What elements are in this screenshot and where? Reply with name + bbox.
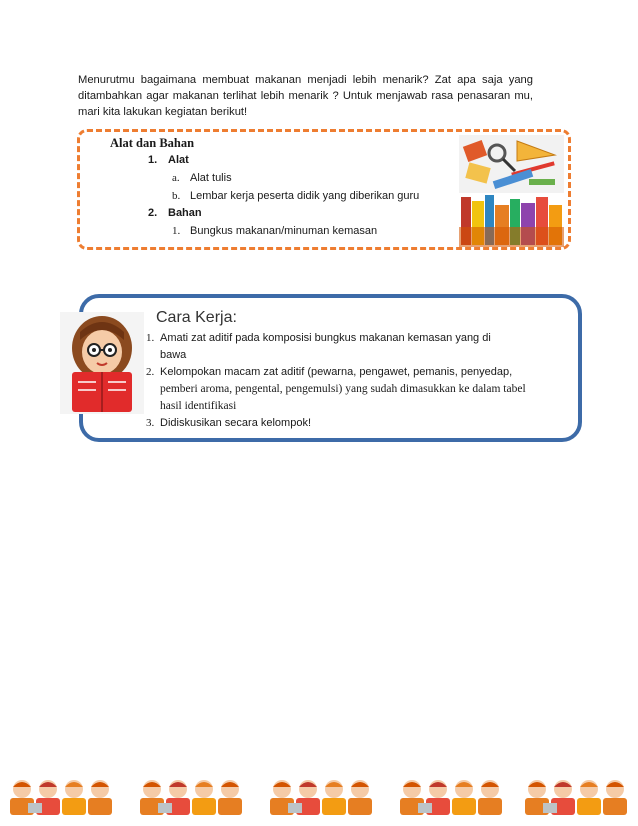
alat-number: 1. [148, 154, 158, 166]
step-text-line: bawa [160, 349, 187, 361]
stationery-supplies-icon [459, 135, 564, 247]
list-item [172, 189, 419, 203]
item-text: Bungkus makanan/minuman kemasan [190, 225, 378, 237]
list-item [172, 171, 232, 185]
item-text: Lembar kerja peserta didik yang diberikan guru [190, 190, 420, 202]
step-item [146, 330, 571, 364]
step-text-line: Amati zat aditif pada komposisi bungkus makanan kemasan yang di [160, 332, 491, 344]
bahan-number: 2. [148, 207, 158, 219]
step-number: 1. [146, 332, 155, 344]
cara-kerja-steps [146, 330, 571, 432]
step-item [146, 364, 571, 415]
item-text: Alat tulis [190, 172, 232, 184]
step-text-line: Kelompokan macam zat aditif (pewarna, pengawet, pemanis, penyedap, [160, 366, 513, 378]
girl-reading-book-icon [60, 312, 144, 414]
bahan-heading [148, 206, 202, 220]
step-text-line: pemberi aroma, pengental, pengemulsi) yang sudah dimasukkan ke dalam tabel [160, 383, 526, 395]
list-item [172, 224, 377, 238]
step-item [146, 415, 571, 432]
cara-kerja-title: Cara Kerja: [156, 309, 237, 326]
step-text-line: hasil identifikasi [160, 400, 237, 412]
bahan-label: Bahan [168, 207, 202, 219]
step-number: 3. [146, 417, 155, 429]
item-marker: 1. [172, 225, 181, 237]
children-border-icon [0, 777, 638, 817]
alat-bahan-title: Alat dan Bahan [110, 136, 195, 150]
item-marker: a. [172, 172, 180, 184]
packaged-food-icon [459, 195, 564, 247]
intro-paragraph [78, 72, 533, 120]
item-marker: b. [172, 190, 181, 202]
step-text-line: Didiskusikan secara kelompok! [160, 417, 312, 429]
alat-label: Alat [168, 154, 189, 166]
step-number: 2. [146, 366, 155, 378]
alat-heading [148, 153, 189, 167]
intro-text: Menurutmu bagaimana membuat makanan menjadi lebih menarik? Zat apa saja yang ditambahkan agar makanan terlihat lebih menarik ? Untuk menjawab rasa penasaran mu, mari kita lakukan kegiatan berikut! [78, 74, 533, 118]
